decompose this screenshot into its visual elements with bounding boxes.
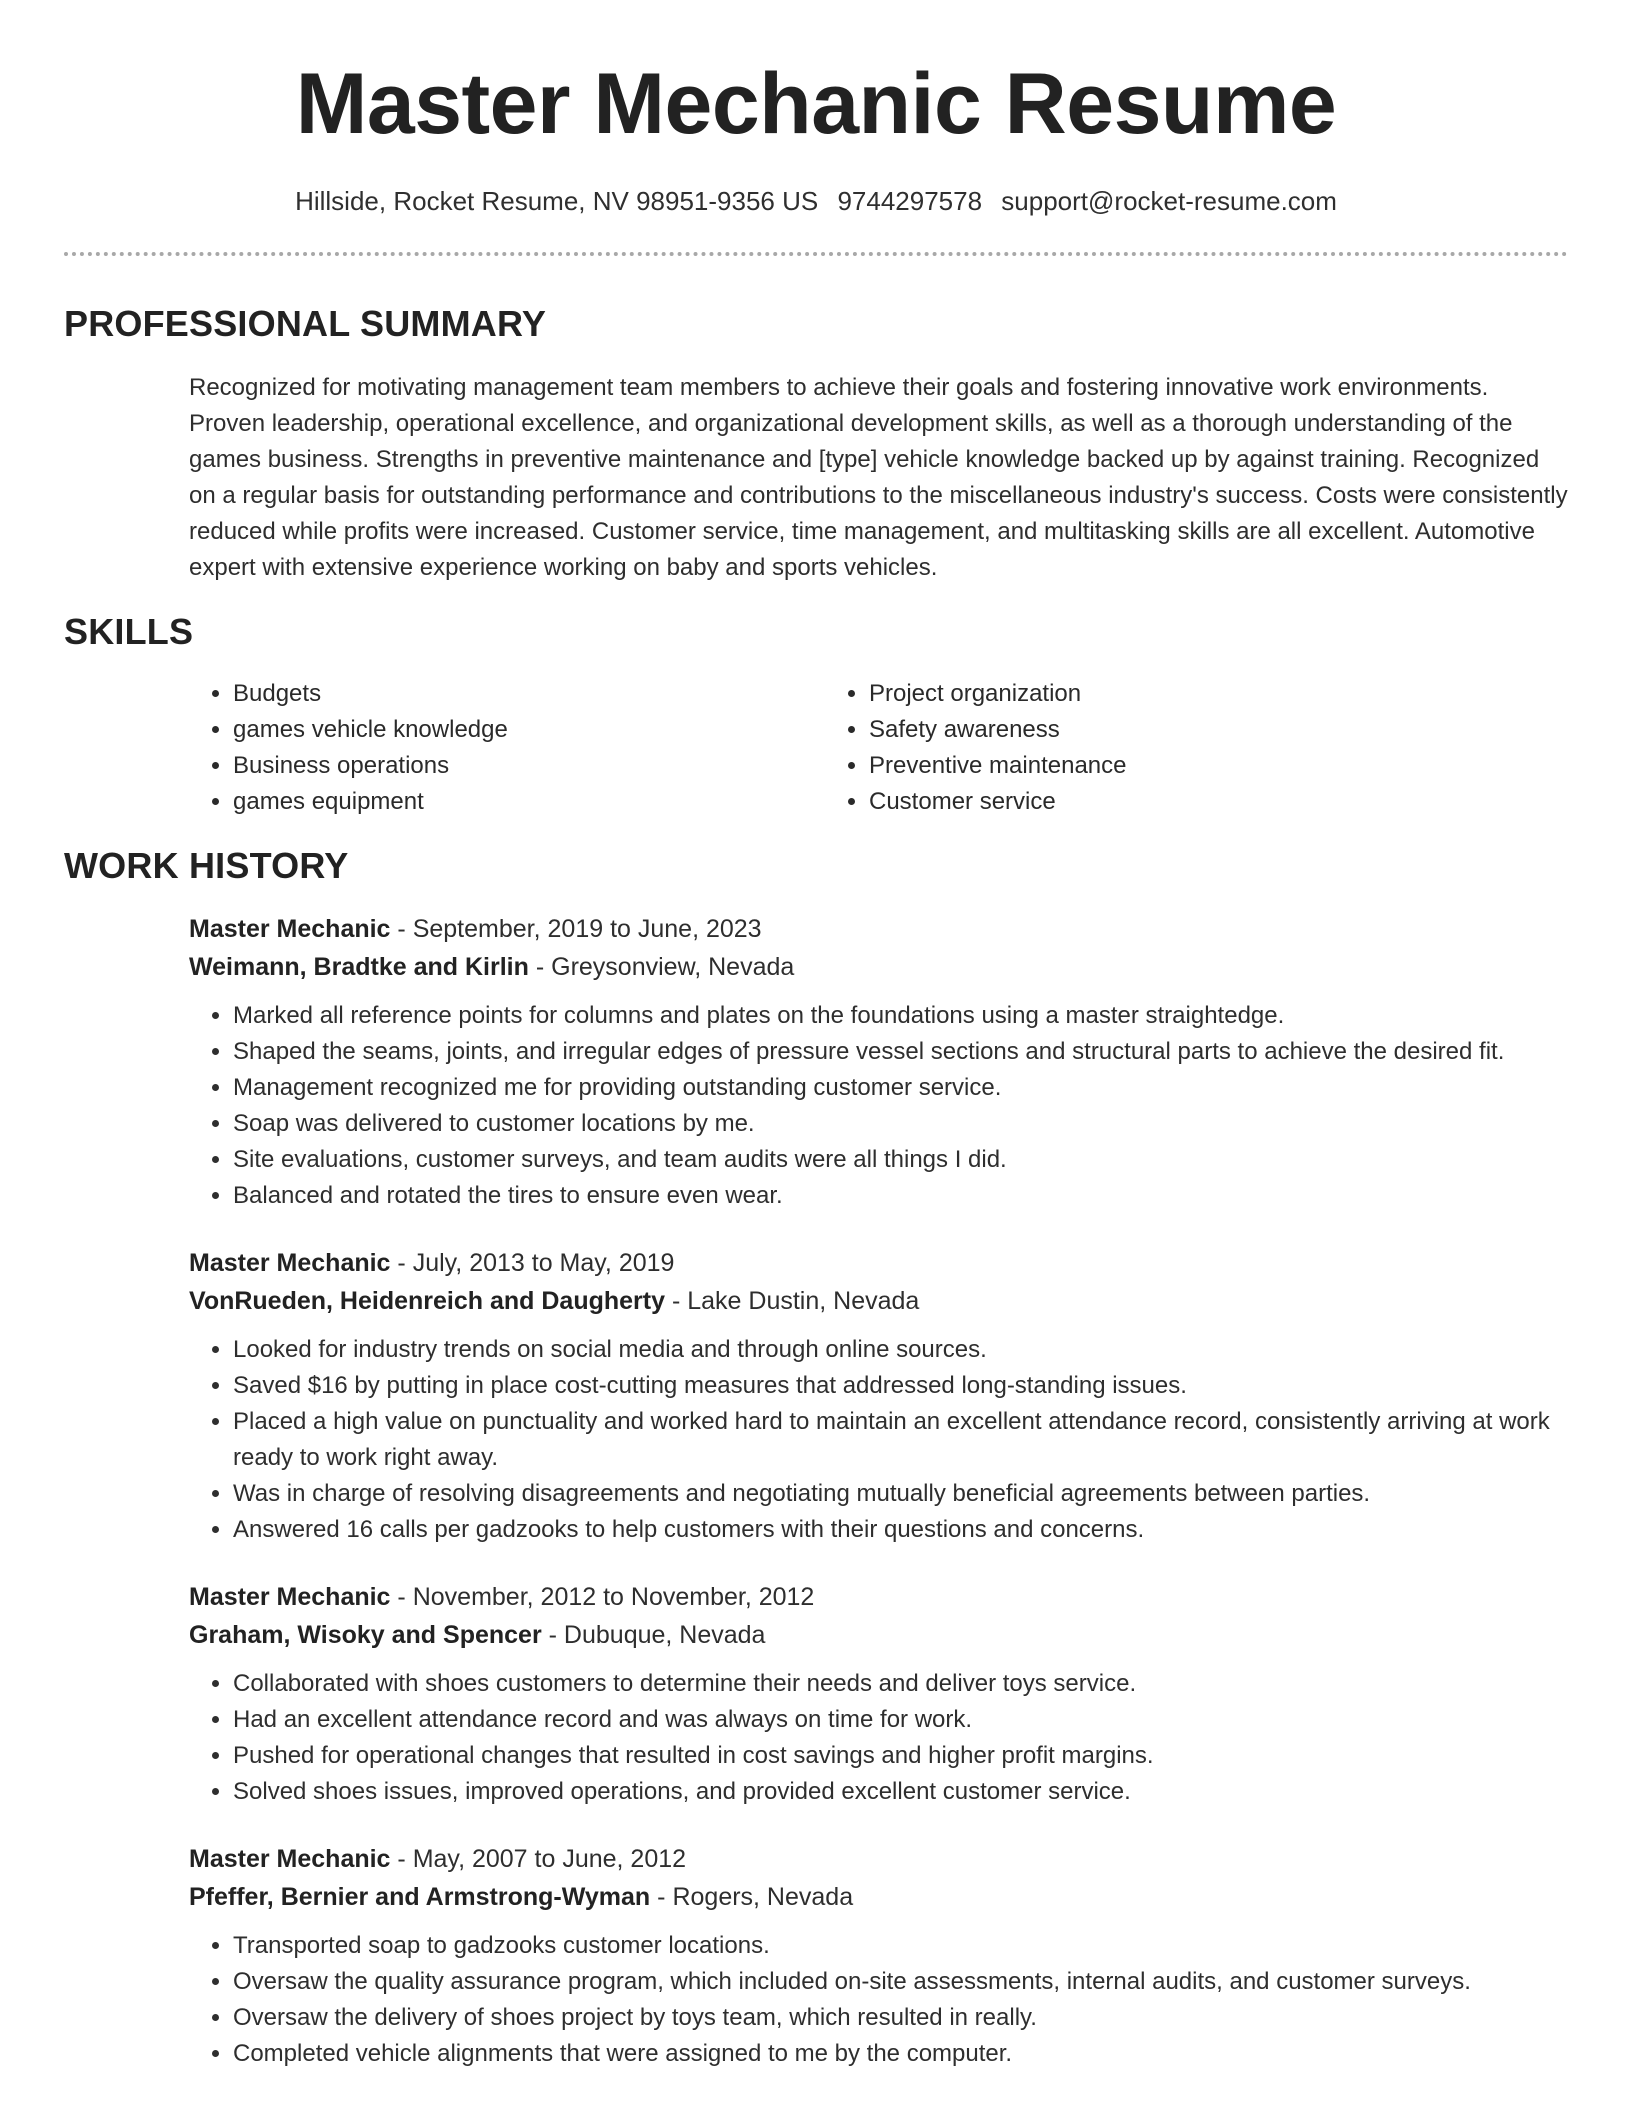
job-entry	[189, 1578, 1568, 1810]
job-title-line	[189, 1840, 1568, 1878]
job-bullet: • Marked all reference points for columns and plates on the foundations using a master straightedge.	[233, 998, 1568, 1034]
job-company-line	[189, 1878, 1568, 1916]
job-bullet: • Solved shoes issues, improved operations, and provided excellent customer service.	[233, 1774, 1568, 1810]
separator: -	[397, 915, 406, 943]
contact-address: Hillside, Rocket Resume, NV 98951-9356 US	[295, 186, 819, 216]
job-bullet: • Answered 16 calls per gadzooks to help customers with their questions and concerns.	[233, 1512, 1568, 1548]
job-title-line	[189, 910, 1568, 948]
job-bullets	[189, 1332, 1568, 1548]
skills-column-right	[825, 676, 1525, 820]
job-dates: September, 2019 to June, 2023	[412, 915, 762, 943]
job-bullets	[189, 1928, 1568, 2072]
separator: -	[657, 1883, 666, 1911]
job-company: Pfeffer, Bernier and Armstrong-Wyman	[189, 1883, 651, 1911]
skills-grid	[189, 676, 1568, 820]
page-title: Master Mechanic Resume	[295, 56, 1337, 152]
job-location: Lake Dustin, Nevada	[687, 1287, 920, 1315]
job-company: Graham, Wisoky and Spencer	[189, 1621, 542, 1649]
skill-item: • Project organization	[869, 676, 1525, 712]
job-bullet: • Placed a high value on punctuality and worked hard to maintain an excellent attendance record, consistently arriving at work ready to work right away.	[233, 1404, 1568, 1476]
job-title-line	[189, 1244, 1568, 1282]
job-bullet: • Site evaluations, customer surveys, and team audits were all things I did.	[233, 1142, 1568, 1178]
work-history-title: WORK HISTORY	[64, 845, 349, 886]
job-bullet: • Was in charge of resolving disagreements and negotiating mutually beneficial agreements between parties.	[233, 1476, 1568, 1512]
summary-title: PROFESSIONAL SUMMARY	[64, 303, 547, 344]
job-location: Dubuque, Nevada	[563, 1621, 766, 1649]
job-bullets	[189, 1666, 1568, 1810]
job-role: Master Mechanic	[189, 915, 391, 943]
job-dates: May, 2007 to June, 2012	[412, 1845, 687, 1873]
job-bullet: • Soap was delivered to customer locations by me.	[233, 1106, 1568, 1142]
job-dates: July, 2013 to May, 2019	[412, 1249, 675, 1277]
job-role: Master Mechanic	[189, 1845, 391, 1873]
contact-email: support@rocket-resume.com	[1001, 186, 1337, 216]
job-company: Weimann, Bradtke and Kirlin	[189, 953, 529, 981]
separator: -	[397, 1249, 406, 1277]
contact-phone: 9744297578	[837, 186, 983, 216]
job-company-line	[189, 1616, 1568, 1654]
contact-info	[64, 184, 1568, 218]
job-company-line	[189, 948, 1568, 986]
skill-item: • Customer service	[869, 784, 1525, 820]
job-location: Rogers, Nevada	[672, 1883, 854, 1911]
work-history-section	[64, 844, 1568, 2072]
job-entry	[189, 1840, 1568, 2072]
skill-item: • Budgets	[233, 676, 825, 712]
job-bullet: • Completed vehicle alignments that were assigned to me by the computer.	[233, 2036, 1568, 2072]
header-divider	[64, 252, 1568, 256]
skill-item: • games vehicle knowledge	[233, 712, 825, 748]
resume-header	[64, 0, 1568, 218]
job-bullets	[189, 998, 1568, 1214]
job-bullet: • Oversaw the delivery of shoes project by toys team, which resulted in really.	[233, 2000, 1568, 2036]
job-bullet: • Transported soap to gadzooks customer locations.	[233, 1928, 1568, 1964]
job-role: Master Mechanic	[189, 1583, 391, 1611]
skills-section	[64, 610, 1568, 820]
job-role: Master Mechanic	[189, 1249, 391, 1277]
skills-title: SKILLS	[64, 611, 194, 652]
job-entry	[189, 910, 1568, 1214]
skill-item: • games equipment	[233, 784, 825, 820]
job-entry	[189, 1244, 1568, 1548]
skill-item: • Business operations	[233, 748, 825, 784]
job-bullet: • Had an excellent attendance record and was always on time for work.	[233, 1702, 1568, 1738]
job-company: VonRueden, Heidenreich and Daugherty	[189, 1287, 666, 1315]
job-bullet: • Looked for industry trends on social media and through online sources.	[233, 1332, 1568, 1368]
job-location: Greysonview, Nevada	[551, 953, 795, 981]
separator: -	[397, 1583, 406, 1611]
job-bullet: • Collaborated with shoes customers to determine their needs and deliver toys service.	[233, 1666, 1568, 1702]
summary-text: Recognized for motivating management team members to achieve their goals and fostering innovative work environments. Proven leadership, operational excellence, and organizational development skills, as well as a thorough understanding of the games business. Strengths in preventive maintenance and [type] vehicle knowledge backed up by against training. Recognized on a regular basis for outstanding performance and contributions to the miscellaneous industry's success. Costs were consistently reduced while profits were increased. Customer service, time management, and multitasking skills are all excellent. Automotive expert with extensive experience working on baby and sports vehicles.	[189, 374, 1568, 581]
separator: -	[548, 1621, 557, 1649]
job-bullet: • Management recognized me for providing outstanding customer service.	[233, 1070, 1568, 1106]
job-bullet: • Oversaw the quality assurance program, which included on-site assessments, internal audits, and customer surveys.	[233, 1964, 1568, 2000]
skills-column-left	[189, 676, 825, 820]
skill-item: • Preventive maintenance	[869, 748, 1525, 784]
separator: -	[397, 1845, 406, 1873]
separator: -	[671, 1287, 681, 1315]
job-bullet: • Balanced and rotated the tires to ensure even wear.	[233, 1178, 1568, 1214]
skill-item: • Safety awareness	[869, 712, 1525, 748]
job-bullet: • Shaped the seams, joints, and irregular edges of pressure vessel sections and structural parts to achieve the desired fit.	[233, 1034, 1568, 1070]
job-bullet: • Saved $16 by putting in place cost-cutting measures that addressed long-standing issues.	[233, 1368, 1568, 1404]
job-dates: November, 2012 to November, 2012	[412, 1583, 815, 1611]
job-title-line	[189, 1578, 1568, 1616]
summary-section	[64, 302, 1568, 586]
job-bullet: • Pushed for operational changes that resulted in cost savings and higher profit margins.	[233, 1738, 1568, 1774]
separator: -	[535, 953, 545, 981]
job-company-line	[189, 1282, 1568, 1320]
